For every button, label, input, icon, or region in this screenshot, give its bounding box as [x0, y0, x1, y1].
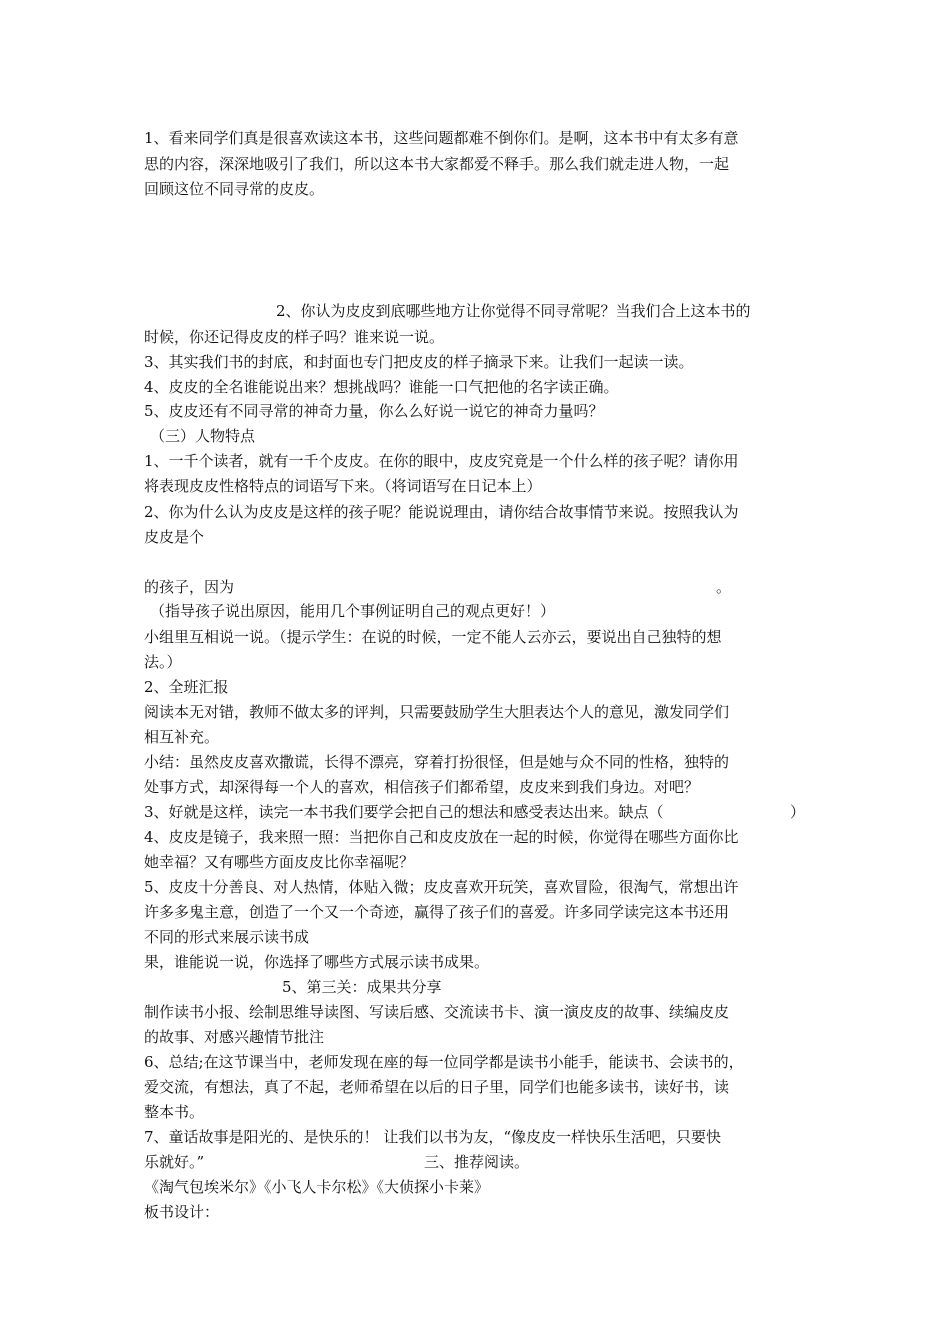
paragraph-line: （指导孩子说出原因，能用几个事例证明自己的观点更好！）	[150, 602, 556, 620]
paragraph-line: 4、皮皮的全名谁能说出来？想挑战吗？谁能一口气把他的名字读正确。	[144, 378, 619, 396]
paragraph-line: 1、看来同学们真是很喜欢读这本书，这些问题都难不倒你们。是啊，这本书中有太多有意	[144, 129, 739, 147]
paragraph-line: 制作读书小报、绘制思维导读图、写读后感、交流读书卡、演一演皮皮的故事、续编皮皮	[144, 1003, 730, 1021]
paragraph-line: 不同的形式来展示读书成	[144, 928, 310, 946]
section-heading: 三、推荐阅读。	[424, 1153, 530, 1171]
paragraph-line: 回顾这位不同寻常的皮皮。	[144, 180, 325, 198]
paragraph-line: 2、你认为皮皮到底哪些地方让你觉得不同寻常呢？当我们合上这本书的	[276, 302, 751, 320]
paragraph-line: 爱交流，有想法，真了不起，老师希望在以后的日子里，同学们也能多读书，读好书，读	[144, 1078, 730, 1096]
paragraph-line: 7、童话故事是阳光的、是快乐的！ 让我们以书为友，“像皮皮一样快乐生活吧，只要快	[144, 1128, 721, 1146]
paragraph-line: 1、一千个读者，就有一千个皮皮。在你的眼中，皮皮究竟是一个什么样的孩子呢？请你用	[144, 452, 739, 470]
paragraph-line: 她幸福？又有哪些方面皮皮比你幸福呢？	[144, 853, 415, 871]
paragraph-line: 阅读本无对错，教师不做太多的评判，只需要鼓励学生大胆表达个人的意见，激发同学们	[144, 703, 730, 721]
paragraph-line: 6、总结;在这节课当中，老师发现在座的每一位同学都是读书小能手，能读书、会读书的，	[144, 1053, 744, 1071]
paragraph-line: 3、其实我们书的封底，和封面也专门把皮皮的样子摘录下来。让我们一起读一读。	[144, 353, 694, 371]
paragraph-line: 的故事、对感兴趣情节批注	[144, 1028, 325, 1046]
paragraph-line: 果，谁能说一说，你选择了哪些方式展示读书成果。	[144, 953, 490, 971]
fill-blank-left: 的孩子，因为	[144, 578, 235, 596]
paragraph-line: 思的内容，深深地吸引了我们，所以这本书大家都爱不释手。那么我们就走进人物，一起	[144, 155, 730, 173]
paragraph-line: 4、皮皮是镜子，我来照一照：当把你自己和皮皮放在一起的时候，你觉得在哪些方面你比	[144, 828, 739, 846]
paragraph-line: ）	[790, 803, 806, 821]
paragraph-line: 将表现皮皮性格特点的词语写下来。（将词语写在日记本上）	[144, 477, 542, 495]
paragraph-line: 许多多鬼主意，创造了一个又一个奇迹，赢得了孩子们的喜爱。许多同学读完这本书还用	[144, 903, 730, 921]
paragraph-line: 相互补充。	[144, 728, 220, 746]
section-heading: （三）人物特点	[150, 427, 256, 445]
fill-blank-right: 。	[716, 578, 732, 596]
section-heading: 5、第三关：成果共分享	[282, 978, 442, 996]
paragraph-line: 小组里互相说一说。（提示学生：在说的时候，一定不能人云亦云，要说出自己独特的想	[144, 628, 722, 646]
paragraph-line: 2、全班汇报	[144, 678, 229, 696]
paragraph-line: 小结：虽然皮皮喜欢撒谎，长得不漂亮，穿着打扮很怪，但是她与众不同的性格，独特的	[144, 753, 730, 771]
paragraph-line: 法。）	[144, 653, 182, 671]
board-design-label: 板书设计：	[144, 1203, 220, 1221]
paragraph-line: 处事方式，却深得每一个人的喜欢，相信孩子们都希望，皮皮来到我们身边。对吧？	[144, 778, 700, 796]
paragraph-line: 5、皮皮十分善良、对人热情，体贴入微；皮皮喜欢开玩笑，喜欢冒险，很淘气，常想出许	[144, 878, 739, 896]
paragraph-line: 乐就好。”	[144, 1153, 205, 1171]
paragraph-line: 皮皮是个	[144, 528, 205, 546]
paragraph-line: 5、皮皮还有不同寻常的神奇力量，你么么好说一说它的神奇力量吗？	[144, 402, 604, 420]
paragraph-line: 整本书。	[144, 1103, 205, 1121]
paragraph-line: 3、好就是这样，读完一本书我们要学会把自己的想法和感受表达出来。缺点（	[144, 803, 664, 821]
paragraph-line: 时候，你还记得皮皮的样子吗？谁来说一说。	[144, 328, 445, 346]
paragraph-line: 2、你为什么认为皮皮是这样的孩子呢？能说说理由，请你结合故事情节来说。按照我认为	[144, 503, 739, 521]
book-list: 《淘气包埃米尔》《小飞人卡尔松》《大侦探小卡莱》	[144, 1178, 490, 1196]
